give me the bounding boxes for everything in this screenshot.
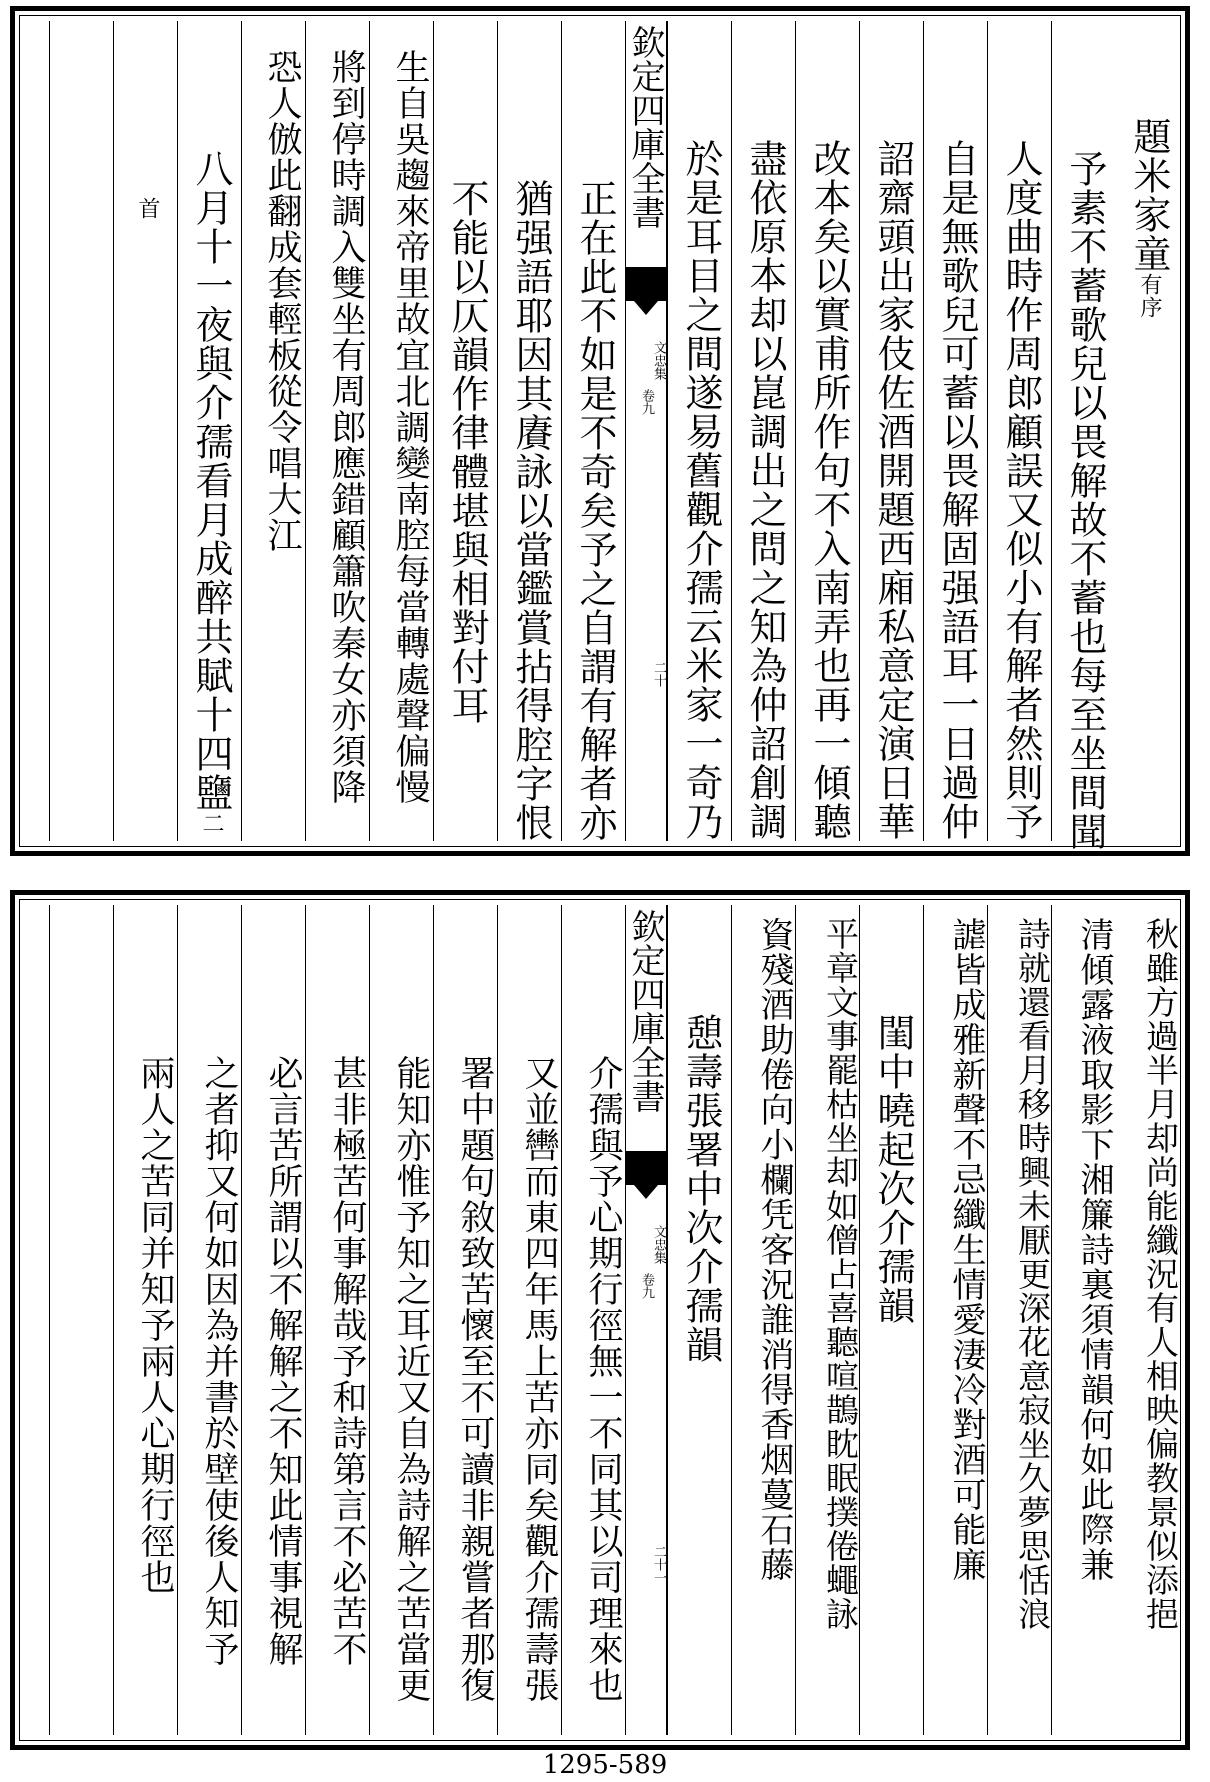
text-column <box>49 21 113 841</box>
fish-tail-ornament <box>626 1151 666 1185</box>
text-column: 改本矣以實甫所作句不入南弄也再一傾聽 <box>795 21 859 841</box>
text-column: 能知亦惟予知之耳近又自為詩解之苦當更 <box>369 905 433 1735</box>
text-column: 之者抑又何如因為并書於壁使後人知予 <box>177 905 241 1735</box>
poem-title: 閨中曉起次介孺韻 <box>871 1013 915 1325</box>
banner-book: 文忠集 <box>651 341 666 380</box>
text-column: 詔齋頭出家伎佐酒開題西廂私意定演日華 <box>859 21 923 841</box>
banner-title: 欽定四庫全書 <box>625 909 665 1113</box>
text-column <box>1115 21 1179 841</box>
text-column: 將到停時調入雙坐有周郎應錯顧簫吹秦女亦須降 <box>305 21 369 841</box>
center-banner <box>625 905 667 1735</box>
text-column: 不能以仄韻作律體堪與相對付耳 <box>433 21 497 841</box>
text-column: 自是無歌兒可蓄以畏解固强語耳一日過仲 <box>923 21 987 841</box>
text-column: 資殘酒助倦向小欄凭客況誰消得香烟蔓石藤 <box>731 905 795 1735</box>
text-column: 必言苦所謂以不解解之不知此情事視解 <box>241 905 305 1735</box>
text-column: 介孺與予心期行徑無一不同其以司理來也 <box>561 905 625 1735</box>
text-column: 又並轡而東四年馬上苦亦同矣觀介孺壽張 <box>497 905 561 1735</box>
text-column: 詩就還看月移時興未厭更深花意寂坐久夢思恬浪 <box>987 905 1051 1735</box>
bottom-page <box>10 890 1190 1750</box>
poem-title: 題米家童有序 <box>1127 117 1171 319</box>
page-footer-number: 1295-589 <box>542 1750 668 1780</box>
page-number: 二十一 <box>651 1545 666 1584</box>
poem-title: 憩壽張署中次介孺韻 <box>679 1013 723 1364</box>
text-column: 兩人之苦同并知予兩人心期行徑也 <box>113 905 177 1735</box>
text-column: 清傾露液取影下湘簾詩裏須情韻何如此際兼 <box>1051 905 1115 1735</box>
text-column: 予素不蓄歌兒以畏解故不蓄也每至坐間聞 <box>1051 21 1115 841</box>
page-number: 二十 <box>651 661 666 687</box>
text-column: 於是耳目之間遂易舊觀介孺云米家一奇乃 <box>667 21 731 841</box>
text-column: 正在此不如是不奇矣予之自謂有解者亦 <box>561 21 625 841</box>
text-column: 人度曲時作周郎顧誤又似小有解者然則予 <box>987 21 1051 841</box>
text-column: 平章文事罷枯坐却如僧占喜聽喧鵲眈眠撲倦蠅詠 <box>795 905 859 1735</box>
text-column: 盡依原本却以崑調出之問之知為仲詔創調 <box>731 21 795 841</box>
text-column: 八月十一夜與介孺看月成醉共賦十四鹽二 <box>177 21 241 841</box>
text-column: 猶强語耶因其賡詠以當鑑賞拈得腔字恨 <box>497 21 561 841</box>
text-column: 秋雖方過半月却尚能纖況有人相映偏教景似添挹 <box>1141 917 1180 1631</box>
banner-juan: 卷九 <box>639 389 654 415</box>
text-column: 生自吳趨來帝里故宜北調變南腔每當轉處聲偏慢 <box>369 21 433 841</box>
banner-book: 文忠集 <box>651 1225 666 1264</box>
fish-tail-ornament <box>626 267 666 301</box>
banner-title: 欽定四庫全書 <box>625 25 665 229</box>
text-column: 謔皆成雅新聲不忌纖生情愛淒冷對酒可能廉 <box>923 905 987 1735</box>
center-banner <box>625 21 667 841</box>
text-column <box>667 905 731 1735</box>
text-column: 恐人倣此翻成套輕板從令唱大江 <box>241 21 305 841</box>
text-column: 甚非極苦何事解哉予和詩第言不必苦不 <box>305 905 369 1735</box>
banner-juan: 卷九 <box>639 1273 654 1299</box>
text-column: 署中題句敘致苦懷至不可讀非親嘗者那復 <box>433 905 497 1735</box>
top-page <box>10 6 1190 856</box>
text-column <box>49 905 113 1735</box>
text-column <box>859 905 923 1735</box>
text-column: 首 <box>113 21 177 841</box>
